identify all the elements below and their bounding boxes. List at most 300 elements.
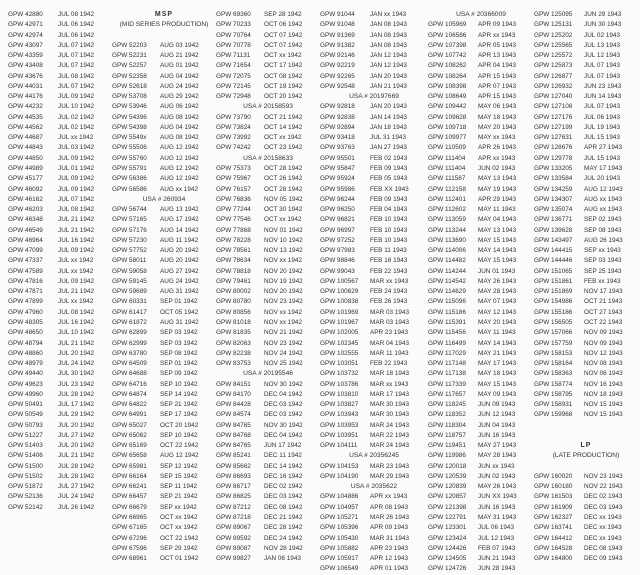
production-date: JUL xx 1942 <box>58 134 94 142</box>
record-row <box>112 380 216 390</box>
production-date: DEC xx 1943 <box>584 534 622 542</box>
production-date: SEP 01 1942 <box>160 298 198 306</box>
serial-number: GPW 73824 <box>216 123 251 131</box>
production-date: SEP xx 1943 <box>584 247 621 255</box>
record-row <box>320 236 428 246</box>
production-date: JUN 02 1943 <box>478 164 516 172</box>
record-row <box>534 256 638 266</box>
record-row <box>428 390 534 400</box>
record-row <box>112 421 216 431</box>
record-row <box>8 256 112 266</box>
record-row <box>112 410 216 420</box>
serial-number: GPW 123301 <box>428 524 467 532</box>
serial-number: GPW 52358 <box>112 72 147 80</box>
production-date: MAY 28 1943 <box>478 452 517 460</box>
record-row <box>320 390 428 400</box>
production-date: JUL 03 1942 <box>58 144 95 152</box>
serial-number: GPW 47960 <box>8 308 43 316</box>
serial-number: GPW 64991 <box>112 411 147 419</box>
production-date: JUL 12 1943 <box>584 52 621 60</box>
serial-number: GPW 46092 <box>8 185 43 193</box>
serial-number: GPW 95924 <box>320 175 355 183</box>
record-row <box>8 503 112 513</box>
record-row <box>112 554 216 564</box>
record-row <box>112 205 216 215</box>
serial-number: GPW 64716 <box>112 380 147 388</box>
serial-number: GPW 111404 <box>428 154 466 162</box>
serial-number: GPW 80856 <box>216 308 251 316</box>
production-date: APR 27 1943 <box>584 144 623 152</box>
record-row <box>8 236 112 246</box>
record-row <box>8 492 112 502</box>
section-heading: USA # 20158593 <box>243 103 293 111</box>
serial-number: GPW 125202 <box>534 31 573 39</box>
serial-number: GPW 155186 <box>534 308 573 316</box>
serial-number: GPW 160020 <box>534 472 573 480</box>
record-row <box>8 441 112 451</box>
serial-number: GPW 115186 <box>428 308 466 316</box>
production-date: APR 23 1943 <box>370 329 409 337</box>
production-date: AUG 13 1942 <box>160 206 199 214</box>
production-date: DEC xx 1943 <box>584 514 622 522</box>
record-row <box>428 41 534 51</box>
production-date: MAY 13 1943 <box>478 175 517 183</box>
record-row <box>8 113 112 123</box>
section-heading: MSP <box>154 11 174 18</box>
spacer-row <box>112 31 216 41</box>
record-row <box>534 400 638 410</box>
serial-number: GPW 105271 <box>320 514 359 522</box>
record-row <box>534 72 638 82</box>
record-row <box>428 61 534 71</box>
serial-number: GPW 103951 <box>320 431 359 439</box>
production-date: MAY 14 1943 <box>478 339 517 347</box>
record-row <box>216 339 320 349</box>
serial-number: GPW 158931 <box>534 401 573 409</box>
record-row <box>320 226 428 236</box>
serial-number: GPW 84170 <box>216 390 251 398</box>
serial-number: GPW 122791 <box>428 514 467 522</box>
record-row <box>428 523 534 533</box>
serial-number: GPW 44562 <box>8 123 43 131</box>
record-row <box>320 256 428 266</box>
record-row <box>534 554 638 564</box>
record-row <box>112 482 216 492</box>
serial-number: GPW 57752 <box>112 247 147 255</box>
record-row <box>428 451 534 461</box>
serial-number: GPW 67296 <box>112 534 147 542</box>
record-row <box>534 215 638 225</box>
record-row <box>8 51 112 61</box>
production-date: JUN 12 1943 <box>478 411 516 419</box>
production-date: OCT 21 1942 <box>264 113 303 121</box>
serial-number: GPW 42971 <box>8 21 43 29</box>
serial-number: GPW 71654 <box>216 62 251 70</box>
production-date: MAR 30 1943 <box>370 401 410 409</box>
production-date: MAR 23 1943 <box>370 462 410 470</box>
record-row <box>534 513 638 523</box>
serial-number: GPW 136771 <box>534 216 573 224</box>
serial-number: GPW 101969 <box>320 308 359 316</box>
production-date: SEP 08 1943 <box>584 226 622 234</box>
production-date: JUL xx 1942 <box>58 267 94 275</box>
record-row <box>428 534 534 544</box>
production-date: MAY 18 1943 <box>478 113 517 121</box>
record-row <box>112 400 216 410</box>
production-date: JUL 20 1942 <box>58 442 95 450</box>
record-row <box>428 431 534 441</box>
record-row <box>534 359 638 369</box>
production-date: JAN 14 1943 <box>370 113 407 121</box>
production-date: DEC 04 1942 <box>264 431 303 439</box>
record-row <box>112 185 216 195</box>
production-date: NOV 23 1942 <box>264 339 303 347</box>
production-date: NOV 13 1942 <box>264 247 303 255</box>
record-row <box>320 492 428 502</box>
record-row <box>112 267 216 277</box>
record-row <box>112 544 216 554</box>
production-date: NOV xx 1942 <box>264 318 303 326</box>
record-row <box>216 10 320 20</box>
record-row <box>428 318 534 328</box>
serial-number: GPW 102555 <box>320 349 359 357</box>
record-row <box>112 462 216 472</box>
production-date: JAN xx 1943 <box>370 11 407 18</box>
serial-number: GPW 164412 <box>534 534 573 542</box>
serial-number: GPW 92146 <box>320 52 355 60</box>
record-row <box>8 61 112 71</box>
production-date: DEC 03 1943 <box>584 503 623 511</box>
record-row <box>112 92 216 102</box>
production-date: JUL 08 1942 <box>58 206 95 214</box>
record-row <box>216 61 320 71</box>
production-date: JUL 09 1942 <box>58 277 95 285</box>
serial-number: GPW 103810 <box>320 390 359 398</box>
serial-number: GPW 123424 <box>428 534 467 542</box>
production-date: APR 08 1943 <box>370 503 409 511</box>
serial-number: GPW 164528 <box>534 544 573 552</box>
production-date: AUG 14 1942 <box>160 226 199 234</box>
production-date: SEP 03 1942 <box>160 329 198 337</box>
serial-number: GPW 84768 <box>216 431 251 439</box>
record-row <box>320 123 428 133</box>
record-row <box>534 31 638 41</box>
serial-number: GPW 102345 <box>320 339 359 347</box>
serial-number: GPW 91048 <box>320 21 355 29</box>
production-date: DEC xx 1943 <box>584 524 622 532</box>
serial-number: GPW 157759 <box>534 339 573 347</box>
production-date: APR 07 1943 <box>478 82 517 90</box>
record-row <box>320 534 428 544</box>
production-date: AUG 08 1942 <box>160 113 199 121</box>
production-date: NOV 18 1943 <box>584 390 623 398</box>
serial-number: GPW 158795 <box>534 390 573 398</box>
column-6 <box>534 10 638 564</box>
serial-number: GPW 109977 <box>428 134 467 142</box>
record-row <box>8 421 112 431</box>
record-row <box>216 246 320 256</box>
production-date: JUL 21 1942 <box>58 288 95 296</box>
record-row <box>534 123 638 133</box>
serial-number: GPW 83753 <box>216 360 251 368</box>
serial-number: GPW 92818 <box>320 103 355 111</box>
production-date: NOV 17 1943 <box>584 288 623 296</box>
production-date: JUL 28 1942 <box>58 462 95 470</box>
production-date: JUL 17 1942 <box>58 401 95 409</box>
production-date: FEB 22 1943 <box>370 360 408 368</box>
record-row <box>8 410 112 420</box>
serial-number: GPW 79461 <box>216 277 251 285</box>
production-date: JUL 06 1943 <box>584 113 621 121</box>
production-date: SEP 17 1942 <box>160 411 198 419</box>
record-row <box>320 462 428 472</box>
production-date: OCT 30 1942 <box>264 206 303 214</box>
production-date: JUL 15 1943 <box>584 154 621 162</box>
serial-number: GPW 144415 <box>534 247 573 255</box>
record-row <box>428 256 534 266</box>
record-row <box>112 339 216 349</box>
production-date: SEP 01 1942 <box>160 360 198 368</box>
column-4 <box>320 10 428 575</box>
production-date: OCT 20 1942 <box>264 93 303 101</box>
production-date: JUN 28 1943 <box>478 565 516 573</box>
record-row <box>320 544 428 554</box>
production-date: JUL 29 1942 <box>58 411 95 419</box>
record-row <box>534 297 638 307</box>
serial-number: GPW 67165 <box>112 524 147 532</box>
serial-number: GPW 96997 <box>320 226 355 234</box>
production-date: FEB 11 1943 <box>370 247 407 255</box>
record-row <box>216 492 320 502</box>
record-row <box>534 195 638 205</box>
record-row <box>320 277 428 287</box>
production-date: JUN 16 1943 <box>478 503 516 511</box>
serial-number: GPW 87212 <box>216 503 251 511</box>
production-date: DEC 14 1942 <box>264 462 303 470</box>
serial-number: GPW 74242 <box>216 144 251 152</box>
production-date: DEC 08 1943 <box>584 544 623 552</box>
record-row <box>216 195 320 205</box>
record-row <box>112 287 216 297</box>
production-date: MAY 28 1943 <box>478 288 517 296</box>
serial-number: GPW 73790 <box>216 113 251 121</box>
record-row <box>534 544 638 554</box>
record-row <box>534 267 638 277</box>
serial-number: GPW 91369 <box>320 31 355 39</box>
production-date: SEP 12 1942 <box>160 462 198 470</box>
production-date: MAY 11 1943 <box>478 329 516 337</box>
production-date: JUL 07 1942 <box>58 195 95 203</box>
production-date: AUG 06 1942 <box>160 103 199 111</box>
section-heading: (MID SERIES PRODUCTION) <box>119 21 209 29</box>
serial-number: GPW 109628 <box>428 113 467 121</box>
production-date: OCT 22 1943 <box>584 318 623 326</box>
record-row <box>8 328 112 338</box>
serial-number: GPW 134307 <box>534 195 573 203</box>
serial-number: GPW 5549x <box>112 134 147 142</box>
production-date: AUG 12 1942 <box>160 154 199 162</box>
record-row <box>320 472 428 482</box>
record-row <box>428 380 534 390</box>
record-row <box>112 51 216 61</box>
serial-number: GPW 114006 <box>428 247 466 255</box>
serial-number: GPW 73992 <box>216 134 251 142</box>
serial-number: GPW 151065 <box>534 267 573 275</box>
record-row <box>8 205 112 215</box>
serial-number: GPW 47871 <box>8 288 43 296</box>
serial-number: GPW 108262 <box>428 62 467 70</box>
production-date: JUL 16 1942 <box>58 318 95 326</box>
serial-number: GPW 85241 <box>216 452 251 460</box>
production-date: OCT xx 1942 <box>264 216 302 224</box>
serial-number: GPW 51502 <box>8 472 43 480</box>
record-row <box>428 133 534 143</box>
serial-number: GPW 104153 <box>320 462 359 470</box>
serial-number: GPW 86825 <box>216 493 251 501</box>
serial-number: GPW 72145 <box>216 82 251 90</box>
serial-number: GPW 156505 <box>534 318 573 326</box>
record-row <box>320 380 428 390</box>
serial-number: GPW 52618 <box>112 82 147 90</box>
serial-number: GPW 84151 <box>216 380 251 388</box>
serial-number: GPW 52136 <box>8 493 43 501</box>
serial-number: GPW 97983 <box>320 247 355 255</box>
serial-number: GPW 144446 <box>534 257 573 265</box>
record-row <box>112 390 216 400</box>
record-row <box>534 133 638 143</box>
production-date: JUL 07 1943 <box>584 62 621 70</box>
serial-number: GPW 118757 <box>428 431 466 439</box>
record-row <box>216 462 320 472</box>
serial-number: GPW 81018 <box>216 318 251 326</box>
production-date: DEC 09 1943 <box>584 555 623 563</box>
record-row <box>112 328 216 338</box>
record-row <box>112 123 216 133</box>
serial-number: GPW 85662 <box>216 462 251 470</box>
serial-number: GPW 61417 <box>112 308 147 316</box>
record-row <box>428 472 534 482</box>
record-row <box>216 523 320 533</box>
record-row <box>534 154 638 164</box>
production-date: DEC 03 1942 <box>264 401 303 409</box>
production-date: SEP 08 1942 <box>160 349 198 357</box>
production-date: JUL 27 1942 <box>58 483 95 491</box>
section-heading: USA # 260934 <box>142 195 186 203</box>
record-row <box>428 544 534 554</box>
serial-number: GPW 124426 <box>428 544 467 552</box>
record-row <box>216 174 320 184</box>
serial-number: GPW 127631 <box>534 134 573 142</box>
record-row <box>112 236 216 246</box>
record-row <box>8 31 112 41</box>
serial-number: GPW 103943 <box>320 411 359 419</box>
record-row <box>534 287 638 297</box>
record-row <box>8 287 112 297</box>
production-date: AUG 20 1942 <box>160 257 199 265</box>
serial-number: GPW 47099 <box>8 247 43 255</box>
record-row <box>320 143 428 153</box>
record-row <box>112 441 216 451</box>
production-date: AUG 01 1942 <box>160 62 199 70</box>
record-row <box>428 369 534 379</box>
record-row <box>8 185 112 195</box>
serial-number: GPW 124726 <box>428 565 467 573</box>
serial-number: GPW 89087 <box>216 544 251 552</box>
record-row <box>112 359 216 369</box>
production-date: OCT 08 1942 <box>264 72 303 80</box>
record-row <box>216 482 320 492</box>
production-date: AUG 26 1943 <box>584 236 623 244</box>
record-row <box>428 123 534 133</box>
production-date: OCT xx 1942 <box>160 514 198 522</box>
record-row <box>534 277 638 287</box>
serial-number: GPW 78818 <box>216 267 251 275</box>
record-row <box>216 400 320 410</box>
record-row <box>534 164 638 174</box>
production-date: DEC 03 1942 <box>264 493 303 501</box>
serial-number: GPW 104190 <box>320 472 359 480</box>
serial-number: GPW 160180 <box>534 483 573 491</box>
production-date: AUG 27 1942 <box>160 267 199 275</box>
serial-number: GPW 158164 <box>534 360 573 368</box>
record-row <box>534 246 638 256</box>
record-row <box>8 20 112 30</box>
serial-number: GPW 46203 <box>8 206 43 214</box>
record-row <box>216 20 320 30</box>
production-date: FEB 09 1943 <box>370 195 408 203</box>
production-date: JUL 08 1942 <box>58 308 95 316</box>
serial-number: GPW 56386 <box>112 175 147 183</box>
production-date: APR 13 1943 <box>478 52 517 60</box>
serial-number: GPW 77546 <box>216 216 251 224</box>
record-row <box>8 82 112 92</box>
serial-number: GPW 115391 <box>428 318 466 326</box>
record-row <box>216 215 320 225</box>
production-date: MAY 04 1943 <box>478 216 517 224</box>
record-row <box>8 472 112 482</box>
production-date: MAY 15 1943 <box>478 257 517 265</box>
production-date: JUL 20 1942 <box>58 421 95 429</box>
production-date: JUL 12 1943 <box>478 534 515 542</box>
record-row <box>216 318 320 328</box>
production-date: DEC 04 1942 <box>264 390 303 398</box>
serial-number: GPW 117657 <box>428 390 466 398</box>
serial-number: GPW 46549 <box>8 226 43 234</box>
production-date: OCT 27 1943 <box>584 308 623 316</box>
serial-number: GPW 151861 <box>534 277 573 285</box>
record-row <box>428 226 534 236</box>
serial-number: GPW 44031 <box>8 82 43 90</box>
production-date: JUL 30 1942 <box>58 370 95 378</box>
production-date: AUG 04 1942 <box>160 72 199 80</box>
production-date: DEC 11 1942 <box>264 452 302 460</box>
record-row <box>216 513 320 523</box>
serial-number: GPW 120539 <box>428 472 467 480</box>
production-date: FEB 04 1943 <box>370 206 408 214</box>
production-date: AUG 03 1942 <box>160 41 199 49</box>
production-date: JAN 08 1943 <box>370 41 407 49</box>
record-row <box>320 41 428 51</box>
serial-number: GPW 116499 <box>428 339 466 347</box>
serial-number: GPW 70233 <box>216 21 251 29</box>
record-row <box>320 287 428 297</box>
production-date: JUL 06 1943 <box>478 524 515 532</box>
production-date: MAR xx 1943 <box>370 380 409 388</box>
serial-number: GPW 158774 <box>534 380 573 388</box>
record-row <box>320 31 428 41</box>
production-date: JUN 30 1943 <box>584 21 622 29</box>
production-date: MAR 26 1943 <box>370 514 410 522</box>
